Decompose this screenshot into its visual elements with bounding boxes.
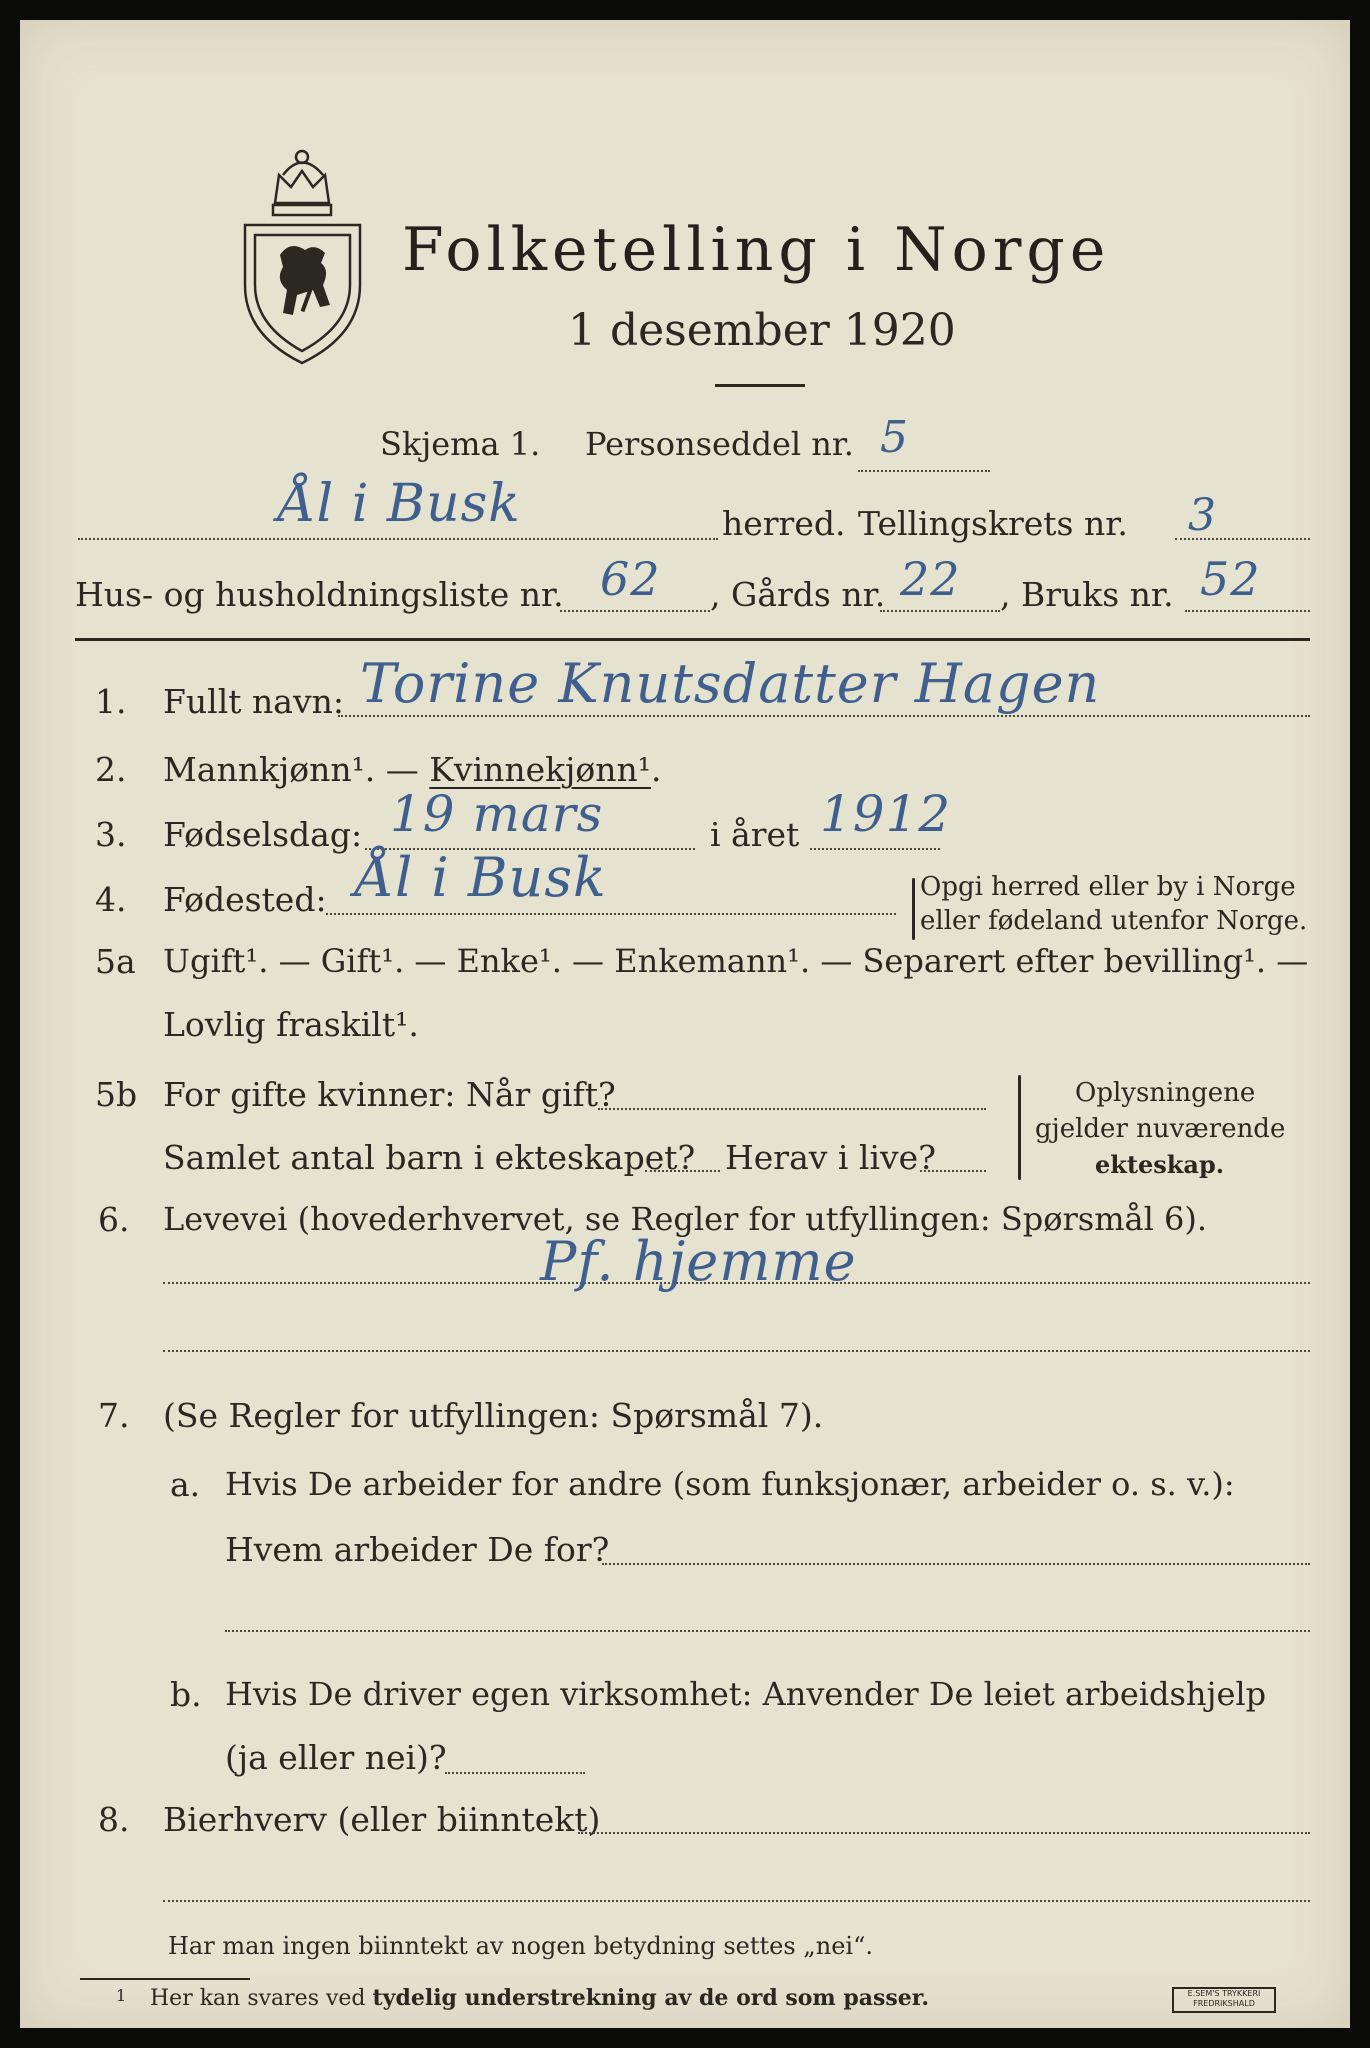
bruks-label: , Bruks nr. bbox=[1000, 575, 1174, 614]
q8-label: Bierhverv (eller biinntekt) bbox=[163, 1800, 601, 1839]
title-divider bbox=[715, 384, 805, 387]
q3-number: 3. bbox=[95, 815, 127, 854]
q5b-note-line2: gjelder nuværende bbox=[1035, 1114, 1286, 1144]
q6-number: 6. bbox=[98, 1200, 130, 1239]
q7b-line2: (ja eller nei)? bbox=[225, 1738, 447, 1777]
printer-stamp-line2: FREDRIKSHALD bbox=[1193, 1999, 1255, 2008]
q5a-number: 5a bbox=[95, 942, 136, 981]
q4-note-brace bbox=[912, 878, 915, 940]
income-note: Har man ingen biinntekt av nogen betydning settes „nei“. bbox=[168, 1932, 873, 1960]
q6-label: Levevei (hovederhvervet, se Regler for utfyllingen: Spørsmål 6). bbox=[163, 1200, 1208, 1238]
q3-value: 19 mars bbox=[390, 785, 604, 843]
q3-year-label: i året bbox=[710, 815, 800, 854]
bruks-line bbox=[1185, 610, 1310, 612]
census-form bbox=[20, 20, 1350, 2028]
gards-label: , Gårds nr. bbox=[710, 575, 886, 614]
q2-male: Mannkjønn¹. bbox=[163, 750, 376, 789]
q4-line bbox=[326, 913, 896, 915]
q3-year-line bbox=[810, 848, 940, 850]
q4-value: Ål i Busk bbox=[355, 846, 607, 909]
bruks-value: 52 bbox=[1200, 552, 1261, 606]
q8-number: 8. bbox=[98, 1800, 130, 1839]
q5b-alive-line bbox=[920, 1170, 986, 1172]
q5a-line2: Lovlig fraskilt¹. bbox=[163, 1005, 419, 1044]
q4-note-line1: Opgi herred eller by i Norge bbox=[920, 872, 1296, 902]
q7b-line1: Hvis De driver egen virksomhet: Anvender De leiet arbeidshjelp bbox=[225, 1675, 1267, 1713]
q3-year-value: 1912 bbox=[820, 785, 952, 843]
schema-label: Skjema 1. bbox=[380, 425, 541, 463]
q6-value: Pf. hjemme bbox=[540, 1230, 857, 1293]
q1-number: 1. bbox=[95, 682, 127, 721]
q8-line1 bbox=[578, 1832, 1310, 1834]
printer-stamp-line1: E.SEM'S TRYKKERI bbox=[1187, 1989, 1261, 1998]
coat-of-arms-icon bbox=[235, 145, 370, 370]
q7a-line2: Hvem arbeider De for? bbox=[225, 1530, 610, 1569]
q5b-line1: For gifte kvinner: Når gift? bbox=[163, 1075, 616, 1114]
q7a-line-answer bbox=[602, 1563, 1310, 1565]
husholdning-label: Hus- og husholdningsliste nr. bbox=[75, 575, 564, 614]
q5b-note-brace bbox=[1018, 1075, 1021, 1180]
footnote-text-a: Her kan svares ved bbox=[150, 1986, 373, 2011]
q7b-letter: b. bbox=[170, 1675, 202, 1714]
gards-line bbox=[880, 610, 1000, 612]
q2-options: Mannkjønn¹. — Kvinnekjønn¹. bbox=[163, 750, 662, 789]
q5b-note-line1: Oplysningene bbox=[1075, 1078, 1256, 1108]
header-divider bbox=[75, 638, 1310, 641]
q7-label: (Se Regler for utfyllingen: Spørsmål 7). bbox=[163, 1396, 824, 1435]
tellingskrets-label: Tellingskrets nr. bbox=[858, 504, 1128, 543]
footnote-divider bbox=[80, 1978, 250, 1980]
personseddel-label: Personseddel nr. bbox=[585, 425, 854, 463]
personseddel-line bbox=[858, 470, 990, 472]
q6-line2 bbox=[163, 1350, 1310, 1352]
q5b-married-line bbox=[598, 1108, 986, 1110]
q3-label: Fødselsdag: bbox=[163, 815, 363, 854]
q1-value: Torine Knutsdatter Hagen bbox=[360, 652, 1101, 715]
footnote-text bbox=[150, 1985, 929, 2011]
q7a-letter: a. bbox=[170, 1465, 201, 1504]
page-title: Folketelling i Norge bbox=[402, 215, 1111, 285]
q7a-line-answer2 bbox=[225, 1630, 1310, 1632]
q1-line bbox=[338, 715, 1310, 717]
tellingskrets-value: 3 bbox=[1188, 490, 1217, 541]
printer-stamp bbox=[1172, 1987, 1276, 2013]
q5a-line1: Ugift¹. — Gift¹. — Enke¹. — Enkemann¹. — Separert efter bevilling¹. — bbox=[163, 942, 1309, 980]
gards-value: 22 bbox=[900, 552, 961, 606]
q4-label: Fødested: bbox=[163, 880, 327, 919]
husholdning-line bbox=[560, 610, 710, 612]
footnote-marker: 1 bbox=[116, 1986, 127, 2005]
q7-number: 7. bbox=[98, 1396, 130, 1435]
q7a-line1: Hvis De arbeider for andre (som funksjonær, arbeider o. s. v.): bbox=[225, 1465, 1235, 1503]
q8-line2 bbox=[163, 1900, 1310, 1902]
q5b-line2: Samlet antal barn i ekteskapet? bbox=[163, 1138, 696, 1177]
herred-line bbox=[78, 538, 718, 540]
q1-label: Fullt navn: bbox=[163, 682, 344, 721]
q4-note-line2: eller fødeland utenfor Norge. bbox=[920, 906, 1308, 936]
q5b-note-line3: ekteskap. bbox=[1095, 1150, 1225, 1179]
q5b-children-line bbox=[645, 1170, 720, 1172]
q2-female: Kvinnekjønn¹ bbox=[429, 750, 651, 789]
q5b-number: 5b bbox=[95, 1075, 138, 1114]
personseddel-value: 5 bbox=[880, 412, 909, 463]
husholdning-value: 62 bbox=[600, 552, 661, 606]
census-date: 1 desember 1920 bbox=[568, 305, 956, 356]
q2-dash: — bbox=[375, 750, 430, 789]
herred-label: herred. bbox=[722, 504, 846, 543]
q7b-line-answer bbox=[445, 1772, 585, 1774]
q2-number: 2. bbox=[95, 750, 127, 789]
q5b-alive-label: Herav i live? bbox=[725, 1138, 936, 1177]
footnote-text-b: tydelig understrekning av de ord som passer. bbox=[372, 1985, 930, 2011]
herred-value: Ål i Busk bbox=[278, 474, 521, 534]
q4-number: 4. bbox=[95, 880, 127, 919]
